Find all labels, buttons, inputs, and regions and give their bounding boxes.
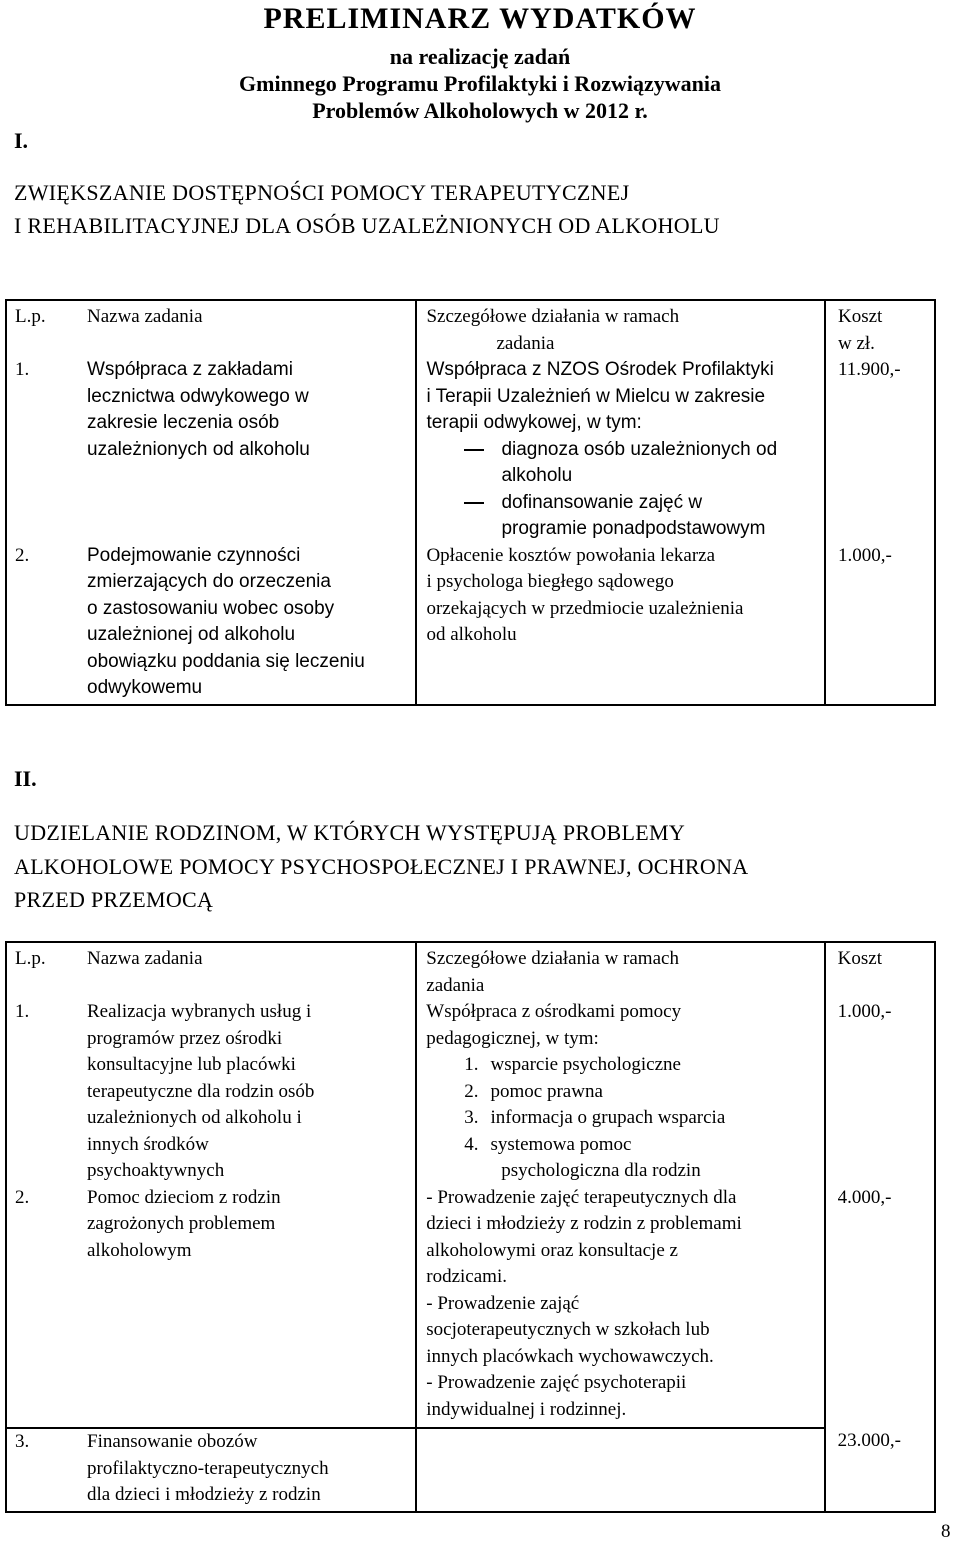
detail-line: socjoterapeutycznych w szkołach lub [426,1319,710,1340]
task-name-line: Realizacja wybranych usług i [87,1001,312,1022]
column-header-name: Nazwa zadania [87,306,203,327]
task-name-line: obowiązku poddania się leczeniu [87,650,365,672]
numbered-item-cont: psychologiczna dla rodzin [501,1160,701,1181]
cost-value: 23.000,- [837,1430,901,1451]
detail-line: i psychologa biegłego sądowego [426,571,674,592]
numbered-item-text: systemowa pomoc [490,1133,632,1155]
subtitle-line-1: na realizację zadań [389,44,571,69]
table-row [6,543,935,705]
section-2-number: II. [14,766,37,791]
task-name-line: uzależnionych od alkoholu [87,438,310,460]
section-2-table [5,941,936,1513]
numbered-item-text: wsparcie psychologiczne [490,1054,681,1075]
table-row [6,1428,935,1512]
task-name-line: profilaktyczno-terapeutycznych [87,1457,329,1479]
numbered-item [426,1105,823,1132]
section-1-heading-line-2: I REHABILITACYJNEJ DLA OSÓB UZALEŻNIONYCH OD ALKOHOLU [14,213,720,238]
section-2-heading-line-2: ALKOHOLOWE POMOCY PSYCHOSPOŁECZNEJ I PRAWNEJ, OCHRONA [14,854,749,879]
row-number: 1. [15,1001,30,1022]
bullet-item: dofinansowanie zajęć w [426,490,824,517]
detail-line: Opłacenie kosztów powołania lekarza [426,544,716,566]
numbered-item [426,1079,823,1106]
task-name-line: Współpraca z zakładami [87,359,293,380]
numbered-item [426,1052,823,1079]
task-name-line: konsultacyjne lub placówki [87,1054,296,1075]
numbered-item [426,1132,823,1159]
task-name-line: Pomoc dzieciom z rodzin [87,1186,281,1208]
table-row [6,999,935,1185]
subtitle-line-3: Problemów Alkoholowych w 2012 r. [312,98,648,123]
column-header-cost: Koszt [837,948,882,969]
numbered-item-text: pomoc prawna [490,1080,603,1102]
column-header-cost: Koszt [838,306,883,327]
numbered-item-index: 1. [464,1054,479,1075]
detail-line: Współpraca z ośrodkami pomocy [426,1001,682,1022]
section-1-number: I. [14,128,29,153]
column-header-details: Szczegółowe działania w ramach [426,948,679,969]
column-header-lp: L.p. [15,948,46,969]
task-name-line: uzależnionych od alkoholu i [87,1107,302,1128]
row-number: 2. [15,1186,30,1208]
task-name-line: lecznictwa odwykowego w [87,385,309,407]
detail-line: terapii odwykowej, w tym: [426,412,642,433]
cost-value: 4.000,- [837,1186,892,1208]
table-header-row [6,300,935,357]
page-number: 8 [941,1521,951,1542]
table-row [6,357,935,543]
task-name-line: programów przez ośrodki [87,1027,283,1049]
task-name-line: terapeutyczne dla rodzin osób [87,1080,315,1102]
table-header-row [6,942,935,999]
detail-line: od alkoholu [426,624,517,645]
task-name-line: Finansowanie obozów [87,1431,258,1452]
task-name-line: alkoholowym [87,1239,192,1261]
column-header-cost-unit: w zł. [838,332,875,354]
task-name-line: dla dzieci i młodzieży z rodzin [87,1484,321,1505]
task-name-line: Podejmowanie czynności [87,544,301,566]
subtitle-line-2: Gminnego Programu Profilaktyki i Rozwiązywania [239,71,721,96]
numbered-item-text: informacja o grupach wsparcia [490,1107,726,1128]
column-header-name: Nazwa zadania [87,948,203,969]
bullet-item-cont: alkoholu [501,465,573,486]
detail-line: - Prowadzenie zająć [426,1292,580,1314]
cost-value: 1.000,- [838,544,892,566]
detail-line: i Terapii Uzależnień w Mielcu w zakresie [426,385,766,407]
task-name-line: innych środków [87,1133,209,1155]
detail-line: alkoholowymi oraz konsultacje z [426,1239,678,1261]
detail-line: - Prowadzenie zajęć psychoterapii [426,1372,687,1393]
column-header-details-2: zadania [426,974,485,996]
detail-line: rodzicami. [426,1266,507,1287]
task-name-line: zagrożonych problemem [87,1213,276,1234]
task-name-line: zmierzających do orzeczenia [87,571,331,592]
cost-value: 11.900,- [838,359,901,380]
detail-line: orzekających w przedmiocie uzależnienia [426,597,744,619]
numbered-item-index: 2. [464,1080,479,1102]
section-2-heading-line-1: UDZIELANIE RODZINOM, W KTÓRYCH WYSTĘPUJĄ PROBLEMY [14,820,686,845]
task-name-line: o zastosowaniu wobec osoby [87,597,335,619]
task-name-line: zakresie leczenia osób [87,412,280,433]
detail-line: dzieci i młodzieży z rodzin z problemami [426,1213,742,1234]
task-name-line: uzależnionej od alkoholu [87,624,296,645]
numbered-item-index: 3. [464,1107,479,1128]
bullet-item: diagnoza osób uzależnionych od [426,437,824,464]
detail-line: indywidualnej i rodzinnej. [426,1398,627,1420]
table-row [6,1185,935,1429]
cost-value: 1.000,- [837,1001,892,1022]
bullet-item-cont: programie ponadpodstawowym [501,518,766,539]
section-1-heading-line-1: ZWIĘKSZANIE DOSTĘPNOŚCI POMOCY TERAPEUTYCZNEJ [14,180,630,205]
section-1-table [5,299,936,706]
detail-line: Współpraca z NZOS Ośrodek Profilaktyki [426,359,774,380]
detail-line: - Prowadzenie zajęć terapeutycznych dla [426,1186,737,1208]
column-header-details-2: zadania [496,332,555,354]
row-number: 1. [15,359,30,380]
detail-line: innych placówkach wychowawczych. [426,1345,714,1367]
document-title: PRELIMINARZ WYDATKÓW [263,2,697,35]
column-header-lp: L.p. [15,306,46,327]
section-2-heading-line-3: PRZED PRZEMOCĄ [14,887,214,912]
row-number: 2. [15,544,30,566]
row-number: 3. [15,1431,30,1452]
column-header-details: Szczegółowe działania w ramach [426,306,680,327]
task-name-line: odwykowemu [87,677,203,698]
task-name-line: psychoaktywnych [87,1160,225,1181]
detail-line: pedagogicznej, w tym: [426,1027,599,1049]
numbered-item-index: 4. [464,1133,479,1155]
